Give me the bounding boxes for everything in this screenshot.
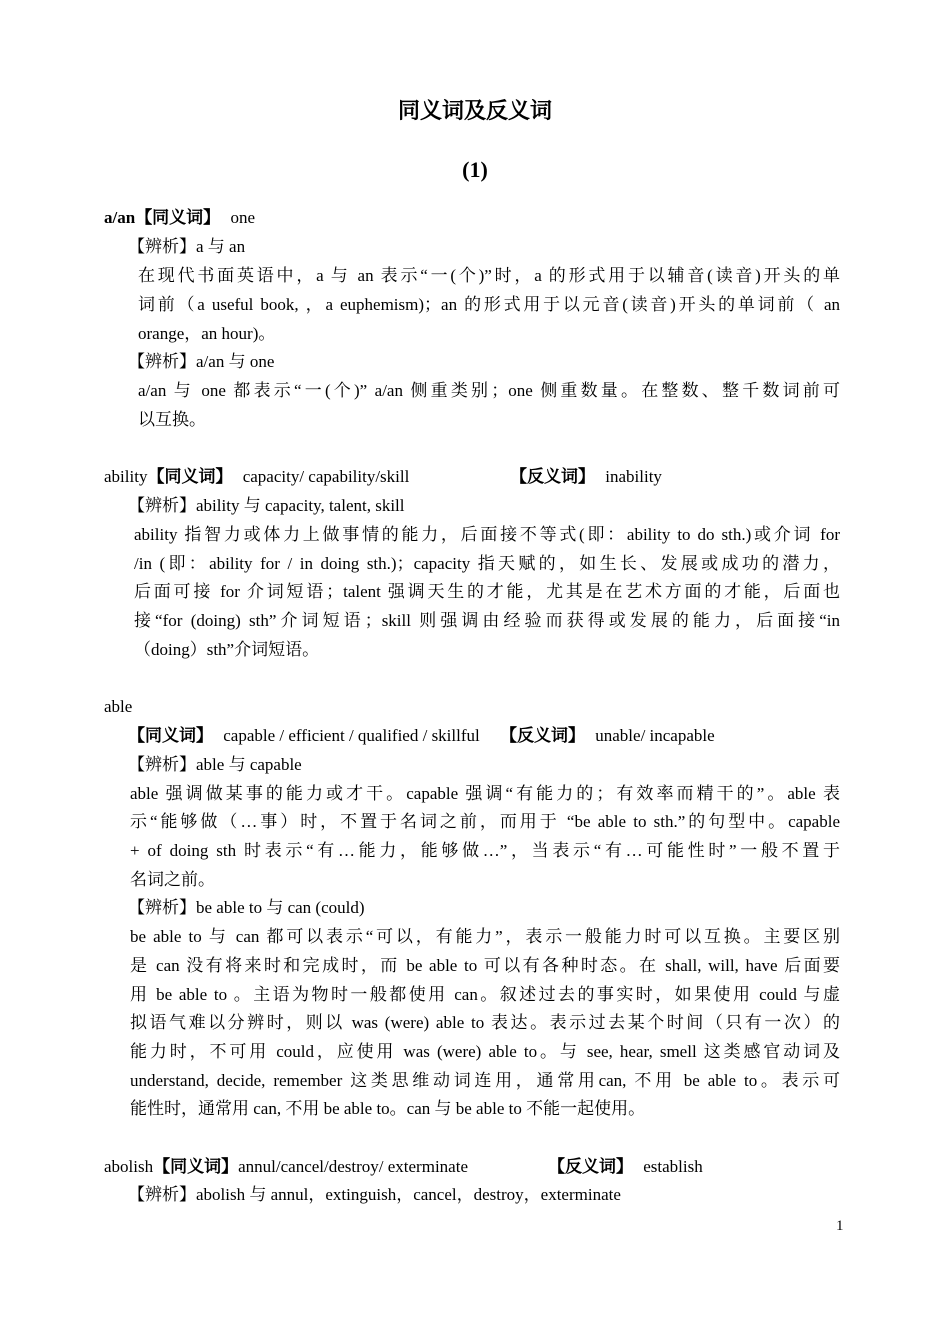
analysis-label: 【辨析】 <box>128 237 196 256</box>
analysis-text-line: 用 be able to 。主语为物时一般都使用 can。叙述过去的事实时，如果使用 could 与虚 <box>130 985 840 1004</box>
analysis-title: abolish 与 annul，extinguish，cancel，destroy，exterminate <box>196 1185 621 1204</box>
analysis-text-line: be able to 与 can 都可以表示“可以，有能力”，表示一般能力时可以互换。主要区别 <box>130 927 840 946</box>
analysis-text-line: /in (即：ability for / in doing sth.)；capacity 指天赋的，如生长、发展或成功的潜力， <box>134 554 840 573</box>
analysis-title: be able to 与 can (could) <box>196 898 365 917</box>
analysis-label: 【辨析】 <box>128 1185 196 1204</box>
analysis-heading <box>128 350 274 374</box>
analysis-text-line: orange，an hour)。 <box>138 324 276 343</box>
entry-abolish-header <box>104 1155 468 1179</box>
analysis-text-line: 以互换。 <box>138 410 206 429</box>
analysis-text-line: 名词之前。 <box>130 870 215 889</box>
analysis-text-line: 能性时，通常用 can, 不用 be able to。can 与 be able to 不能一起使用。 <box>130 1099 646 1118</box>
antonym-list: inability <box>605 467 662 486</box>
entry-headword: abolish <box>104 1157 154 1176</box>
entry-headword: ability <box>104 467 148 486</box>
analysis-text-line: 词前（a useful book, ，a euphemism)；an 的形式用于以元音(读音)开头的单词前（ an <box>138 295 840 314</box>
entry-a-an-header <box>104 206 255 230</box>
analysis-text-line: 后面可接 for 介词短语；talent 强调天生的才能，尤其是在艺术方面的才能，后面也 <box>134 582 840 601</box>
analysis-heading <box>128 753 302 777</box>
antonym-label: 【反义词】 <box>500 726 585 745</box>
analysis-title: able 与 capable <box>196 755 302 774</box>
analysis-text-line: 拟语气难以分辨时，则以 was (were) able to 表达。表示过去某个时间（只有一次）的 <box>130 1013 840 1032</box>
analysis-label: 【辨析】 <box>128 352 196 371</box>
analysis-heading <box>128 1183 621 1207</box>
synonym-label: 【同义词】 <box>147 467 233 486</box>
page-number: 1 <box>836 1218 844 1234</box>
synonym-list: capacity/ capability/skill <box>242 467 410 486</box>
analysis-text-line: + of doing sth 时表示“有…能力，能够做…”，当表示“有…可能性时”一般不置于 <box>130 841 840 860</box>
synonym-label: 【同义词】 <box>128 726 213 745</box>
analysis-heading <box>128 896 365 920</box>
entry-abolish-antonyms <box>548 1155 703 1179</box>
antonym-label: 【反义词】 <box>510 467 595 486</box>
analysis-text-line: 在现代书面英语中，a 与 an 表示“一(个)”时，a 的形式用于以辅音(读音)开头的单 <box>138 266 840 285</box>
antonym-list: establish <box>643 1157 703 1176</box>
analysis-text-line: 接“for (doing) sth”介词短语；skill 则强调由经验而获得或发展的能力，后面接“in <box>134 611 840 630</box>
synonym-label: 【同义词】 <box>153 1157 239 1176</box>
analysis-text-line: ability 指智力或体力上做事情的能力，后面接不等式(即：ability to do sth.)或介词 for <box>134 525 840 544</box>
analysis-label: 【辨析】 <box>128 755 196 774</box>
entry-able-headword: able <box>104 697 133 716</box>
synonym-label: 【同义词】 <box>135 208 221 227</box>
analysis-text-line: a/an 与 one 都表示“一(个)” a/an 侧重类别；one 侧重数量。在整数、整千数词前可 <box>138 381 840 400</box>
entry-ability-antonyms <box>510 465 662 489</box>
page-title: 同义词及反义词 <box>397 98 552 123</box>
analysis-title: ability 与 capacity, talent, skill <box>196 496 405 515</box>
analysis-label: 【辨析】 <box>128 496 196 515</box>
analysis-text-line: （doing）sth”介词短语。 <box>134 640 320 659</box>
antonym-list: unable/ incapable <box>595 726 715 745</box>
analysis-title: a/an 与 one <box>196 352 275 371</box>
analysis-text-line: able 强调做某事的能力或才干。capable 强调“有能力的；有效率而精干的”。able 表 <box>130 784 840 803</box>
analysis-text-line: 能力时，不可用 could，应使用 was (were) able to。与 see, hear, smell 这类感官动词及 <box>130 1042 840 1061</box>
analysis-heading <box>128 235 245 259</box>
entry-ability-header <box>104 465 409 489</box>
analysis-text-line: understand, decide, remember 这类思维动词连用，通常用can, 不用 be able to。表示可 <box>130 1071 840 1090</box>
synonym-list: annul/cancel/destroy/ exterminate <box>238 1157 468 1176</box>
analysis-heading <box>128 494 405 518</box>
page-subtitle: (1) <box>462 157 488 182</box>
synonym-list: one <box>230 208 255 227</box>
entry-headword: a/an <box>104 208 136 227</box>
analysis-text-line: 示“能够做（…事）时，不置于名词之前，而用于 “be able to sth.”的句型中。capable <box>130 812 840 831</box>
entry-able-relations <box>128 724 715 748</box>
antonym-label: 【反义词】 <box>548 1157 633 1176</box>
analysis-text-line: 是 can 没有将来时和完成时，而 be able to 可以有各种时态。在 shall, will, have 后面要 <box>130 956 840 975</box>
synonym-list: capable / efficient / qualified / skillful <box>223 726 480 745</box>
analysis-title: a 与 an <box>196 237 246 256</box>
analysis-label: 【辨析】 <box>128 898 196 917</box>
